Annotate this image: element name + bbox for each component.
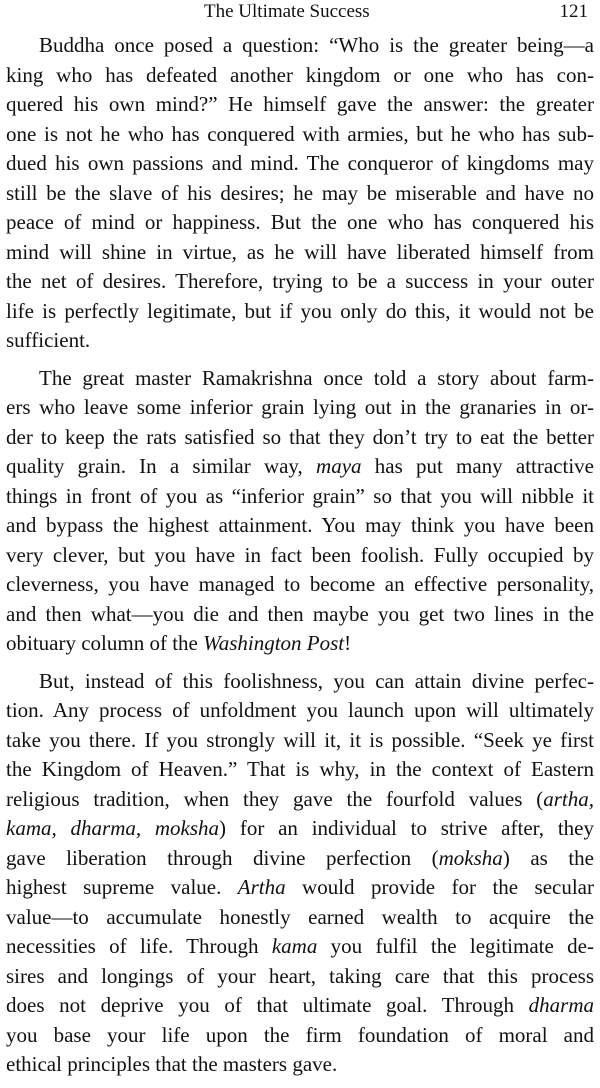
text-line	[6, 326, 594, 356]
text-line	[6, 452, 594, 482]
text-run: and bypass the highest attainment. You may think you have been	[6, 513, 594, 537]
italic-term: moksha	[438, 845, 503, 870]
text-line	[6, 120, 594, 150]
text-line	[6, 1050, 594, 1080]
paragraph	[6, 364, 594, 659]
text-run: But, instead of this foolishness, you can attain divine perfec-	[39, 668, 594, 693]
text-line	[6, 873, 594, 903]
text-run: does not deprive you of that ultimate goal. Through	[6, 993, 529, 1017]
text-line	[6, 267, 594, 297]
text-run: obituary column of the	[6, 631, 204, 655]
text-run: der to keep the rats satisfied so that they don’t try to eat the better	[6, 424, 594, 449]
text-line	[6, 755, 594, 785]
text-run: cleverness, you have managed to become an effective personality,	[6, 572, 594, 596]
text-line	[6, 541, 594, 571]
text-run: still be the slave of his desires; he may be miserable and have no	[6, 180, 594, 205]
italic-term: dharma	[528, 993, 594, 1017]
text-run: gave liberation through divine perfection (	[6, 845, 439, 870]
text-run: sufficient.	[6, 328, 91, 352]
text-line	[6, 932, 594, 962]
text-line	[6, 423, 594, 453]
text-line	[6, 297, 594, 327]
text-run: life is perfectly legitimate, but if you only do this, it would not be	[6, 298, 594, 323]
text-line	[6, 991, 594, 1021]
text-run: ethical principles that the masters gave.	[6, 1052, 338, 1076]
text-line	[6, 61, 594, 91]
text-run: Buddha once posed a question: “Who is the greater being—a	[39, 33, 594, 57]
text-line	[6, 570, 594, 600]
page-number: 121	[559, 1, 588, 22]
text-run: ) for an individual to strive after, they	[219, 816, 594, 840]
text-line	[6, 511, 594, 541]
text-line	[6, 600, 594, 630]
text-line	[6, 962, 594, 992]
text-line	[6, 208, 594, 238]
text-run: mind will shine in virtue, as he will have liberated himself from	[6, 239, 594, 264]
text-run: the net of desires. Therefore, trying to be a success in your outer	[6, 269, 594, 293]
text-run: tion. Any process of unfoldment you launch upon will ultimately	[6, 698, 594, 722]
text-run: religious tradition, when they gave the fourfold values (	[6, 786, 544, 811]
text-line	[6, 629, 594, 659]
paragraph	[6, 667, 594, 1080]
text-line	[6, 844, 594, 874]
text-run: The great master Ramakrishna once told a story about farm-	[39, 365, 594, 390]
text-run: quered his own mind?” He himself gave the answer: the greater	[6, 92, 594, 116]
paragraph	[6, 31, 594, 356]
text-run: very clever, but you have in fact been foolish. Fully occupied by	[6, 542, 594, 567]
text-run: king who has defeated another kingdom or one who has con-	[6, 62, 594, 87]
text-line	[6, 364, 594, 394]
text-run: take you there. If you strongly will it, it is possible. “Seek ye first	[6, 727, 594, 752]
text-run: you fulfil the legitimate de-	[317, 934, 594, 958]
text-run: value—to accumulate honestly earned wealth to acquire the	[6, 904, 594, 929]
italic-term: kama, dharma, moksha	[6, 816, 220, 840]
italic-term: Artha	[237, 875, 286, 899]
text-line	[6, 393, 594, 423]
body-text	[6, 31, 594, 1088]
text-line	[6, 814, 594, 844]
text-run: peace of mind or happiness. But the one who has conquered his	[6, 210, 594, 234]
text-line	[6, 90, 594, 120]
text-run: quality grain. In a similar way,	[6, 454, 317, 478]
text-line	[6, 179, 594, 209]
text-line	[6, 785, 594, 815]
text-run: one is not he who has conquered with armies, but he who has sub-	[6, 121, 594, 146]
italic-term: kama	[271, 934, 318, 958]
italic-term: Washington Post	[203, 631, 345, 655]
text-run: the Kingdom of Heaven.” That is why, in the context of Eastern	[6, 757, 594, 781]
text-run: dued his own passions and mind. The conqueror of kingdoms may	[6, 151, 594, 175]
italic-term: maya	[316, 454, 362, 478]
text-run: you base your life upon the firm foundation of moral and	[6, 1022, 594, 1047]
text-run: ) as the	[502, 845, 594, 870]
text-line	[6, 1021, 594, 1051]
text-line	[6, 31, 594, 61]
text-run: has put many attractive	[361, 454, 594, 478]
text-line	[6, 482, 594, 512]
text-run: ers who leave some inferior grain lying out in the granaries in or-	[6, 395, 594, 419]
text-run: would provide for the secular	[285, 875, 594, 899]
text-run: and then what—you die and then maybe you get two lines in the	[6, 601, 594, 626]
text-line	[6, 903, 594, 933]
text-line	[6, 149, 594, 179]
text-line	[6, 726, 594, 756]
text-run: !	[344, 631, 352, 655]
chapter-title: The Ultimate Success	[204, 1, 370, 22]
text-line	[6, 238, 594, 268]
text-run: necessities of life. Through	[6, 934, 272, 958]
italic-term: artha,	[543, 786, 594, 811]
text-line	[6, 667, 594, 697]
text-run: things in front of you as “inferior grain” so that you will nibble it	[6, 483, 594, 508]
text-run: sires and longings of your heart, taking care that this process	[6, 963, 594, 988]
text-run: highest supreme value.	[6, 875, 238, 899]
running-header	[6, 0, 594, 28]
text-line	[6, 696, 594, 726]
